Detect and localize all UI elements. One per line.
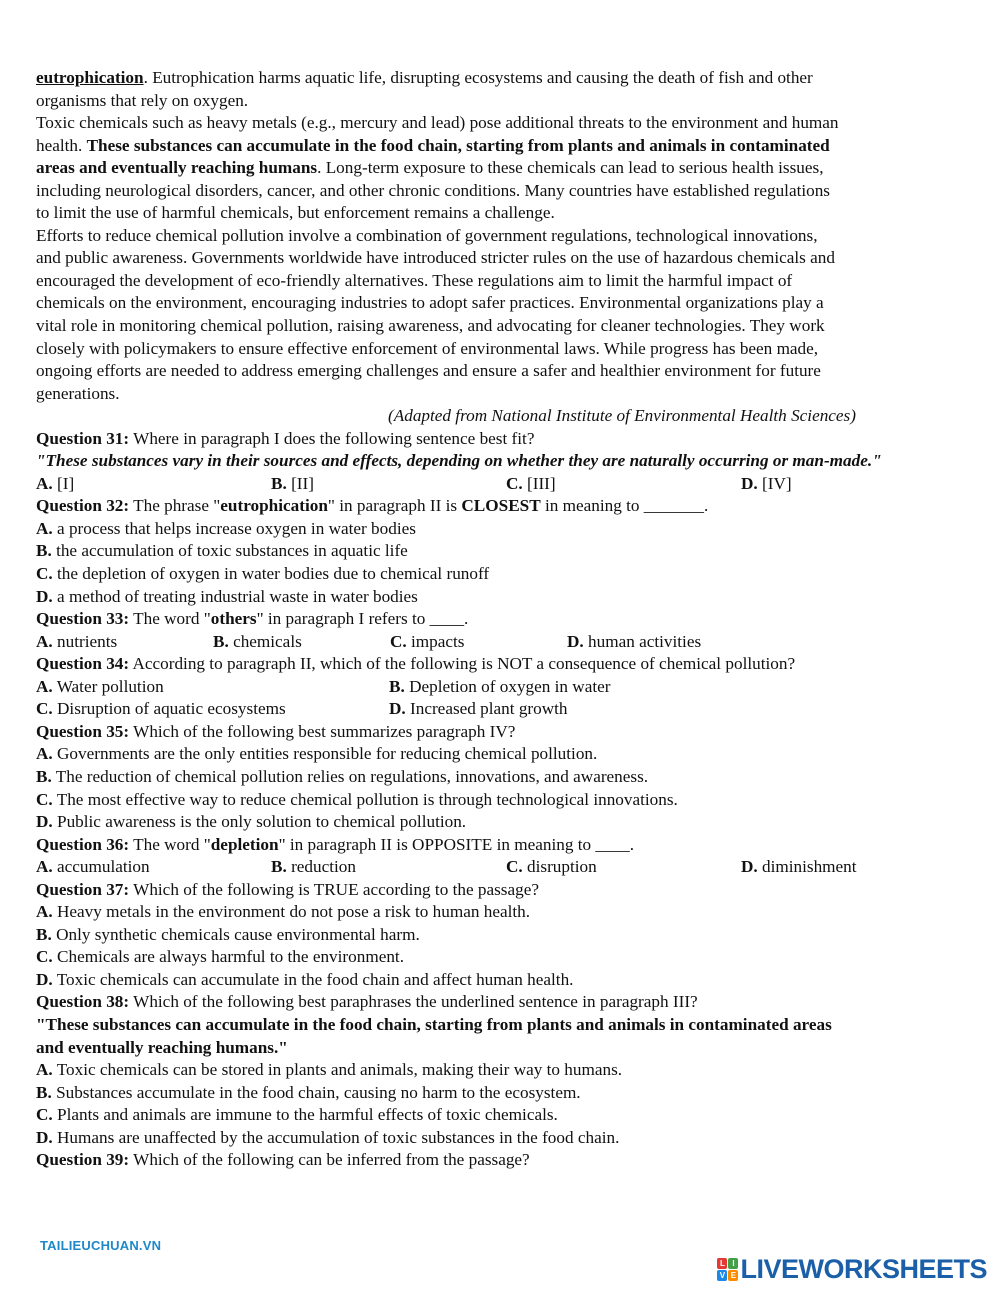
passage-p3-line4: including neurological disorders, cancer, and other chronic conditions. Many countries have established regulations	[36, 180, 830, 200]
passage-p4-line: ongoing efforts are needed to address emerging challenges and ensure a safer and healthier environment for future	[36, 361, 821, 381]
option-b[interactable]: B. chemicals	[213, 631, 302, 651]
option-a[interactable]: A. Heavy metals in the environment do not pose a risk to human health.	[36, 902, 531, 922]
option-c[interactable]: C. Disruption of aquatic ecosystems	[36, 699, 286, 719]
option-a[interactable]: A. Toxic chemicals can be stored in plants and animals, making their way to humans.	[36, 1060, 623, 1080]
option-d[interactable]: D. Public awareness is the only solution to chemical pollution.	[36, 812, 467, 832]
question-text: Which of the following can be inferred from the passage?	[129, 1150, 530, 1170]
question-35	[36, 721, 966, 744]
passage-p4-line: generations.	[36, 383, 120, 403]
liveworksheets-logo-text: LIVEWORKSHEETS	[740, 1254, 987, 1284]
underlined-sentence: These substances can accumulate in the food chain, starting from plants and animals in contaminated	[86, 135, 830, 155]
question-label: Question 36:	[36, 834, 130, 854]
passage-p3-line5: to limit the use of harmful chemicals, but enforcement remains a challenge.	[36, 203, 555, 223]
option-d[interactable]: D. human activities	[567, 631, 702, 651]
option-b[interactable]: B. the accumulation of toxic substances in aquatic life	[36, 541, 408, 561]
option-a[interactable]: A. Water pollution	[36, 676, 164, 696]
option-b[interactable]: B. The reduction of chemical pollution relies on regulations, innovations, and awareness.	[36, 766, 649, 786]
option-c[interactable]: C. Plants and animals are immune to the harmful effects of toxic chemicals.	[36, 1105, 558, 1125]
passage-p3-line1: Toxic chemicals such as heavy metals (e.g., mercury and lead) pose additional threats to the environment and human	[36, 113, 839, 133]
question-text: Where in paragraph I does the following sentence best fit?	[129, 428, 535, 448]
question-33: Question 33: The word "others" in paragraph I refers to ____.	[36, 609, 469, 629]
liveworksheets-icon	[717, 1258, 738, 1281]
option-b[interactable]: B. reduction	[271, 857, 356, 877]
option-b[interactable]: B. Depletion of oxygen in water	[389, 676, 611, 696]
option-a[interactable]: A. Governments are the only entities responsible for reducing chemical pollution.	[36, 744, 598, 764]
passage-p4-line: encouraged the development of eco-friendly alternatives. These regulations aim to limit the harmful impact of	[36, 270, 793, 290]
keyword: others	[210, 609, 257, 629]
p2-text: . Eutrophication harms aquatic life, disrupting ecosystems and causing the death of fish and other	[143, 68, 813, 87]
option-d[interactable]: D. Increased plant growth	[389, 699, 568, 719]
question-label: Question 38:	[36, 992, 130, 1012]
option-c[interactable]: C. Chemicals are always harmful to the environment.	[36, 947, 404, 967]
question-label: Question 31:	[36, 428, 130, 448]
liveworksheets-logo	[717, 1254, 987, 1285]
option-a[interactable]: A. a process that helps increase oxygen in water bodies	[36, 518, 416, 538]
option-a[interactable]: A. accumulation	[36, 857, 150, 877]
option-b[interactable]: B. [II]	[271, 473, 314, 493]
passage-p4-line: vital role in monitoring chemical pollution, raising awareness, and advocating for cleaner technologies. They work	[36, 316, 825, 336]
question-38-quote-line2: and eventually reaching humans."	[36, 1037, 288, 1057]
keyword: depletion	[210, 834, 279, 854]
question-37	[36, 879, 966, 902]
option-c[interactable]: C. [III]	[506, 473, 556, 493]
question-label: Question 34:	[36, 654, 130, 674]
question-38-quote-line1: "These substances can accumulate in the food chain, starting from plants and animals in contaminated areas	[36, 1014, 832, 1034]
passage-source: (Adapted from National Institute of Environmental Health Sciences)	[388, 406, 856, 426]
icon-cell-i: I	[728, 1258, 738, 1269]
option-c[interactable]: C. The most effective way to reduce chemical pollution is through technological innovations.	[36, 789, 678, 809]
question-text: Which of the following is TRUE according to the passage?	[129, 879, 539, 899]
passage-p4-line: and public awareness. Governments worldwide have introduced stricter rules on the use of hazardous chemicals and	[36, 248, 835, 268]
question-label: Question 33:	[36, 609, 130, 629]
tailieuchuan-logo	[40, 1238, 161, 1260]
question-34-options-row2	[36, 698, 966, 721]
option-d[interactable]: D. Humans are unaffected by the accumulation of toxic substances in the food chain.	[36, 1127, 620, 1147]
p3-text: . Long-term exposure to these chemicals can lead to serious health issues,	[317, 158, 824, 178]
icon-cell-l: L	[717, 1258, 727, 1269]
worksheet-page	[36, 67, 966, 1172]
option-c[interactable]: C. the depletion of oxygen in water bodies due to chemical runoff	[36, 564, 490, 584]
question-38	[36, 991, 966, 1014]
question-34	[36, 653, 966, 676]
option-c[interactable]: C. impacts	[390, 631, 465, 651]
question-33-options	[36, 631, 966, 654]
passage-p4-line: chemicals on the environment, encouraging industries to adopt safer practices. Environmental organizations play a	[36, 293, 824, 313]
passage-p3-line2	[36, 135, 966, 158]
question-36-options	[36, 856, 966, 879]
question-label: Question 37:	[36, 879, 130, 899]
question-31-options	[36, 473, 966, 496]
passage-p4-line: closely with policymakers to ensure effective enforcement of environmental laws. While progress has been made,	[36, 338, 819, 358]
question-label: Question 32:	[36, 496, 130, 516]
option-a[interactable]: A. nutrients	[36, 631, 118, 651]
question-31-quote: "These substances vary in their sources and effects, depending on whether they are naturally occurring or man-made."	[36, 451, 882, 471]
passage-p2-line1	[36, 67, 966, 90]
logo-tagline-decoration	[40, 1254, 161, 1260]
option-c[interactable]: C. disruption	[506, 857, 597, 877]
question-32: Question 32: The phrase "eutrophication" in paragraph II is CLOSEST in meaning to _______.	[36, 496, 709, 516]
icon-cell-e: E	[728, 1270, 738, 1281]
option-d[interactable]: D. Toxic chemicals can accumulate in the food chain and affect human health.	[36, 969, 574, 989]
question-text: Which of the following best paraphrases the underlined sentence in paragraph III?	[129, 992, 698, 1012]
option-b[interactable]: B. Only synthetic chemicals cause environmental harm.	[36, 924, 420, 944]
question-31	[36, 428, 966, 451]
keyword: CLOSEST	[461, 496, 541, 516]
option-b[interactable]: B. Substances accumulate in the food chain, causing no harm to the ecosystem.	[36, 1082, 581, 1102]
option-d[interactable]: D. diminishment	[741, 857, 857, 877]
passage-p4-line: Efforts to reduce chemical pollution involve a combination of government regulations, technological innovations,	[36, 225, 818, 245]
underlined-sentence-end: areas and eventually reaching humans	[36, 158, 318, 178]
tailieuchuan-logo-text: TAILIEUCHUAN.VN	[40, 1238, 162, 1253]
passage-p2-line2: organisms that rely on oxygen.	[36, 90, 249, 110]
passage-p3-line3	[36, 157, 966, 180]
question-39	[36, 1149, 966, 1172]
question-36: Question 36: The word "depletion" in paragraph II is OPPOSITE in meaning to ____.	[36, 834, 635, 854]
option-d[interactable]: D. [IV]	[741, 473, 792, 493]
icon-cell-v: V	[717, 1270, 727, 1281]
term-eutrophication: eutrophication	[36, 68, 144, 87]
keyword: eutrophication	[220, 496, 328, 516]
question-text: According to paragraph II, which of the following is NOT a consequence of chemical pollution?	[129, 654, 796, 674]
option-a[interactable]: A. [I]	[36, 473, 75, 493]
question-34-options-row1	[36, 676, 966, 699]
question-label: Question 35:	[36, 721, 130, 741]
question-label: Question 39:	[36, 1150, 130, 1170]
p3-text: health.	[36, 135, 87, 155]
option-d[interactable]: D. a method of treating industrial waste in water bodies	[36, 586, 418, 606]
question-text: Which of the following best summarizes paragraph IV?	[129, 721, 516, 741]
